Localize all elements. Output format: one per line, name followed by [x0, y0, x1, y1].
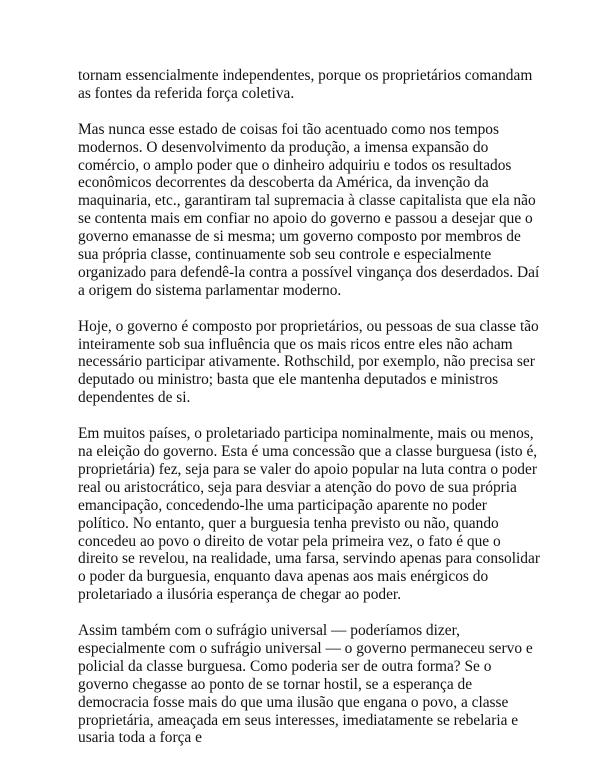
paragraph-3: Hoje, o governo é composto por proprietários, ou pessoas de sua classe tão inteiramente sob sua influência que os mais ricos entre eles não acham necessário participar ativamente. Rothschild, por exemplo, não precisa ser deputado ou ministro; basta que ele mantenha deputados e ministros dependentes de si.: [78, 317, 539, 407]
paragraph-2: Mas nunca esse estado de coisas foi tão acentuado como nos tempos modernos. O desenvolvimento da produção, a imensa expansão do comércio, o amplo poder que o dinheiro adquiriu e todos os resultados econômicos decorrentes da descoberta da América, da invenção da maquinaria, etc., garantiram tal supremacia à classe capitalista que ela não se contenta mais em confiar no apoio do governo e passou a desejar que o governo emanasse de si mesma; um governo composto por membros de sua própria classe, continuamente sob seu controle e especialmente organizado para defendê-la contra a possível vingança dos deserdados. Daí a origem do sistema parlamentar moderno.: [78, 120, 540, 299]
paragraph-4: Em muitos países, o proletariado participa nominalmente, mais ou menos, na eleição do governo. Esta é uma concessão que a classe burguesa (isto é, proprietária) fez, seja para se valer do apoio popular na luta contra o poder real ou aristocrático, seja para desviar a atenção do povo de sua própria emancipação, concedendo-lhe uma participação aparente no poder político. No entanto, quer a burguesia tenha previsto ou não, quando concedeu ao povo o direito de votar pela primeira vez, o fato é que o direito se revelou, na realidade, uma farsa, servindo apenas para consolidar o poder da burguesia, enquanto dava apenas aos mais enérgicos do proletariado a ilusória esperança de chegar ao poder.: [78, 425, 540, 604]
paragraph-1: tornam essencialmente independentes, porque os proprietários comandam as fontes da referida força coletiva.: [78, 67, 533, 102]
paragraph-5: Assim também com o sufrágio universal — poderíamos dizer, especialmente com o sufrágio universal — o governo permaneceu servo e policial da classe burguesa. Como poderia ser de outra forma? Se o governo chegasse ao ponto de se tornar hostil, se a esperança de democracia fosse mais do que uma ilusão que engana o povo, a classe proprietária, ameaçada em seus interesses, imediatamente se rebelaria e usaria toda a força e: [78, 622, 533, 747]
